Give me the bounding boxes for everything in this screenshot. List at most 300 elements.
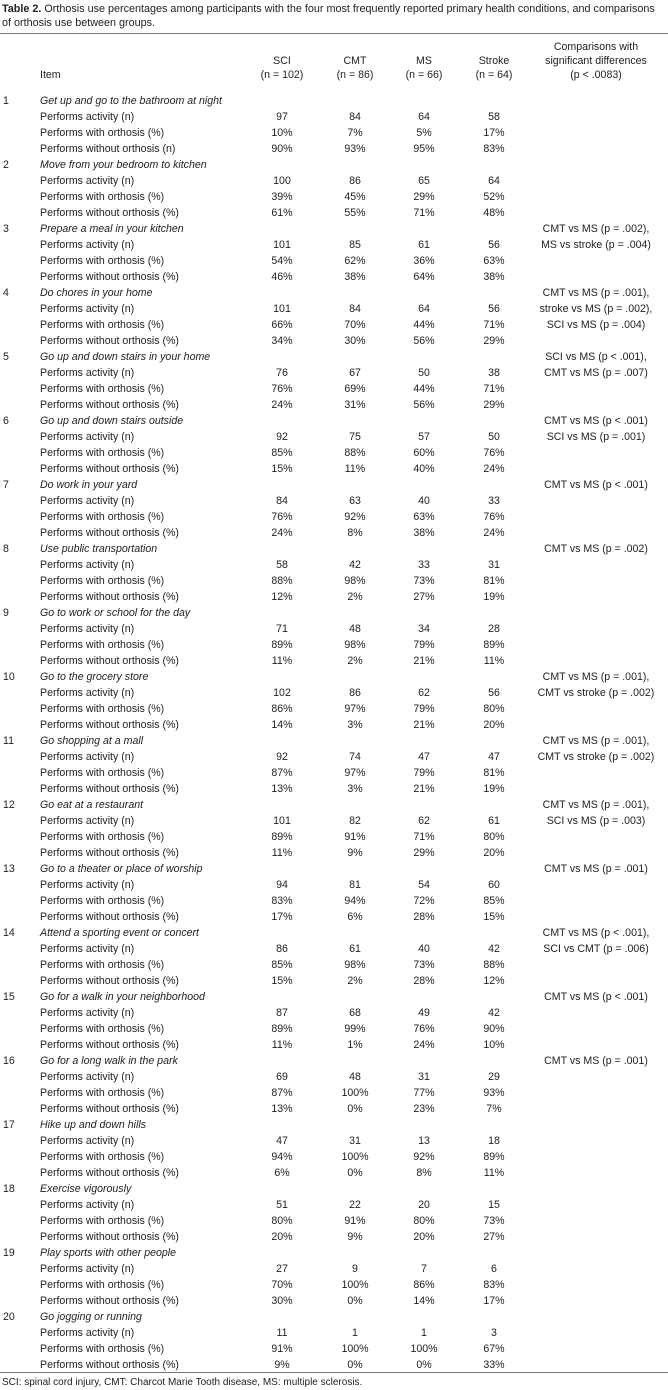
value-cell: 79% [413, 703, 435, 715]
row-label: Performs activity (n) [40, 431, 135, 443]
value-cell: 22 [349, 1199, 361, 1211]
value-cell: 17% [271, 911, 293, 923]
item-title: Do chores in your home [40, 287, 153, 299]
value-cell: 30% [271, 1295, 293, 1307]
header-item: Item [40, 69, 61, 81]
value-cell: 11% [271, 847, 293, 859]
comparisons-cell [526, 669, 666, 701]
item-number: 9 [3, 607, 9, 619]
value-cell: 63% [483, 255, 505, 267]
row-label: Performs without orthosis (%) [40, 655, 179, 667]
table-row [0, 381, 668, 397]
row-label: Performs activity (n) [40, 495, 135, 507]
comparison-line: CMT vs MS (p < .001), [542, 927, 650, 939]
table-row [0, 1101, 668, 1117]
comparison-line: CMT vs MS (p = .001) [544, 863, 648, 875]
table-row [0, 701, 668, 717]
value-cell: 63% [413, 511, 435, 523]
value-cell: 24% [483, 463, 505, 475]
value-cell: 71% [413, 831, 435, 843]
value-cell: 3% [347, 719, 363, 731]
value-cell: 89% [483, 1151, 505, 1163]
value-cell: 55% [344, 207, 366, 219]
value-cell: 76% [413, 1023, 435, 1035]
table-row [0, 1085, 668, 1101]
value-cell: 31% [344, 399, 366, 411]
value-cell: 11% [483, 655, 505, 667]
value-cell: 34 [418, 623, 430, 635]
value-cell: 94% [344, 895, 366, 907]
value-cell: 0% [347, 1359, 363, 1371]
table-row [0, 461, 668, 477]
header-cmt [325, 54, 385, 82]
comparisons-cell [526, 797, 666, 829]
row-label: Performs with orthosis (%) [40, 191, 165, 203]
value-cell: 100 [273, 175, 291, 187]
table-row [0, 717, 668, 733]
value-cell: 3 [491, 1327, 497, 1339]
value-cell: 33% [483, 1359, 505, 1371]
value-cell: 61 [488, 815, 500, 827]
value-cell: 38% [483, 271, 505, 283]
item-title: Go up and down stairs outside [40, 415, 184, 427]
table-row [0, 621, 668, 637]
value-cell: 73% [483, 1215, 505, 1227]
comparisons-cell [526, 861, 666, 877]
header-comparisons-line: Comparisons with [553, 41, 639, 53]
table-row [0, 877, 668, 893]
value-cell: 62 [418, 815, 430, 827]
value-cell: 11% [483, 1167, 505, 1179]
value-cell: 70% [271, 1279, 293, 1291]
header-ms-n: (n = 66) [405, 69, 443, 81]
value-cell: 1% [347, 1039, 363, 1051]
value-cell: 40 [418, 943, 430, 955]
table-row [0, 141, 668, 157]
value-cell: 52% [483, 191, 505, 203]
item-title: Get up and go to the bathroom at night [40, 95, 222, 107]
item-number: 19 [3, 1247, 15, 1259]
item-number: 16 [3, 1055, 15, 1067]
value-cell: 10% [271, 127, 293, 139]
value-cell: 101 [273, 815, 291, 827]
value-cell: 7% [347, 127, 363, 139]
value-cell: 90% [483, 1023, 505, 1035]
comparisons-cell [526, 925, 666, 957]
value-cell: 44% [413, 383, 435, 395]
comparison-line: CMT vs MS (p = .001), [542, 799, 650, 811]
table-row [0, 637, 668, 653]
row-label: Performs with orthosis (%) [40, 511, 165, 523]
item-group [0, 349, 668, 413]
value-cell: 6% [347, 911, 363, 923]
value-cell: 98% [344, 959, 366, 971]
bottom-rule [0, 1372, 668, 1373]
item-group [0, 221, 668, 285]
row-label: Performs without orthosis (%) [40, 271, 179, 283]
comparison-line: SCI vs MS (p = .001) [546, 431, 646, 443]
value-cell: 39% [271, 191, 293, 203]
row-label: Performs activity (n) [40, 1135, 135, 1147]
table-row [0, 525, 668, 541]
value-cell: 58 [488, 111, 500, 123]
value-cell: 33 [488, 495, 500, 507]
row-label: Performs without orthosis (%) [40, 207, 179, 219]
item-title: Play sports with other people [40, 1247, 177, 1259]
table-row [0, 909, 668, 925]
item-title: Go to work or school for the day [40, 607, 191, 619]
value-cell: 86% [271, 703, 293, 715]
value-cell: 89% [271, 639, 293, 651]
value-cell: 92 [276, 751, 288, 763]
row-label: Performs without orthosis (%) [40, 1295, 179, 1307]
comparison-line: CMT vs MS (p < .001) [544, 991, 648, 1003]
table-row [0, 1149, 668, 1165]
row-label: Performs activity (n) [40, 879, 135, 891]
value-cell: 79% [413, 639, 435, 651]
table-row [0, 189, 668, 205]
value-cell: 47 [488, 751, 500, 763]
value-cell: 6% [274, 1167, 290, 1179]
value-cell: 47 [276, 1135, 288, 1147]
row-label: Performs with orthosis (%) [40, 1151, 165, 1163]
table-row [0, 1005, 668, 1021]
value-cell: 64 [418, 111, 430, 123]
row-label: Performs activity (n) [40, 751, 135, 763]
value-cell: 87% [271, 1087, 293, 1099]
value-cell: 76% [483, 447, 505, 459]
value-cell: 93% [344, 143, 366, 155]
item-group [0, 1053, 668, 1117]
value-cell: 76% [483, 511, 505, 523]
item-group [0, 861, 668, 925]
value-cell: 99% [344, 1023, 366, 1035]
item-number: 20 [3, 1311, 15, 1323]
value-cell: 24% [413, 1039, 435, 1051]
value-cell: 101 [273, 239, 291, 251]
comparisons-cell [526, 349, 666, 381]
table-row [0, 573, 668, 589]
row-label: Performs without orthosis (%) [40, 783, 179, 795]
table-row [0, 509, 668, 525]
item-group [0, 1245, 668, 1309]
comparison-line: SCI vs MS (p = .004) [546, 319, 646, 331]
value-cell: 90% [271, 143, 293, 155]
row-label: Performs with orthosis (%) [40, 895, 165, 907]
value-cell: 56 [488, 303, 500, 315]
value-cell: 21% [413, 783, 435, 795]
value-cell: 89% [271, 831, 293, 843]
table-row [0, 125, 668, 141]
row-label: Performs with orthosis (%) [40, 959, 165, 971]
value-cell: 49 [418, 1007, 430, 1019]
value-cell: 10% [483, 1039, 505, 1051]
value-cell: 73% [413, 575, 435, 587]
value-cell: 29% [483, 399, 505, 411]
value-cell: 62% [344, 255, 366, 267]
value-cell: 61 [418, 239, 430, 251]
value-cell: 42 [349, 559, 361, 571]
value-cell: 24% [271, 527, 293, 539]
value-cell: 31 [418, 1071, 430, 1083]
value-cell: 64 [418, 303, 430, 315]
item-title: Move from your bedroom to kitchen [40, 159, 207, 171]
row-label: Performs with orthosis (%) [40, 383, 165, 395]
value-cell: 84 [349, 303, 361, 315]
value-cell: 60 [488, 879, 500, 891]
item-title: Attend a sporting event or concert [40, 927, 199, 939]
value-cell: 34% [271, 335, 293, 347]
value-cell: 40% [413, 463, 435, 475]
value-cell: 88% [344, 447, 366, 459]
item-group [0, 285, 668, 349]
row-label: Performs without orthosis (%) [40, 719, 179, 731]
value-cell: 86 [349, 175, 361, 187]
value-cell: 11% [271, 655, 293, 667]
item-title: Go to the grocery store [40, 671, 149, 683]
table-row [0, 1229, 668, 1245]
row-label: Performs without orthosis (n) [40, 143, 176, 155]
table-row [0, 765, 668, 781]
row-label: Performs without orthosis (%) [40, 1039, 179, 1051]
item-number: 15 [3, 991, 15, 1003]
table-row [0, 1213, 668, 1229]
table-row [0, 781, 668, 797]
item-group [0, 733, 668, 797]
row-label: Performs activity (n) [40, 943, 135, 955]
header-sci-n: (n = 102) [260, 69, 304, 81]
value-cell: 76% [271, 511, 293, 523]
value-cell: 29% [483, 335, 505, 347]
value-cell: 18 [488, 1135, 500, 1147]
value-cell: 74 [349, 751, 361, 763]
table-row [0, 205, 668, 221]
row-label: Performs activity (n) [40, 687, 135, 699]
value-cell: 81% [483, 767, 505, 779]
value-cell: 80% [483, 831, 505, 843]
value-cell: 11% [344, 463, 366, 475]
table-row [0, 1133, 668, 1149]
table-row [0, 957, 668, 973]
item-row [0, 93, 668, 109]
value-cell: 46% [271, 271, 293, 283]
value-cell: 84 [276, 495, 288, 507]
item-group [0, 541, 668, 605]
value-cell: 63 [349, 495, 361, 507]
value-cell: 40 [418, 495, 430, 507]
value-cell: 85% [483, 895, 505, 907]
table-row [0, 269, 668, 285]
item-title: Go shopping at a mall [40, 735, 144, 747]
table-row [0, 845, 668, 861]
value-cell: 61 [349, 943, 361, 955]
row-label: Performs activity (n) [40, 1007, 135, 1019]
row-label: Performs with orthosis (%) [40, 575, 165, 587]
item-group [0, 413, 668, 477]
item-group [0, 477, 668, 541]
item-title: Go to a theater or place of worship [40, 863, 203, 875]
row-label: Performs activity (n) [40, 559, 135, 571]
value-cell: 93% [483, 1087, 505, 1099]
value-cell: 11 [276, 1327, 288, 1339]
item-group [0, 605, 668, 669]
value-cell: 100% [341, 1087, 369, 1099]
value-cell: 28 [488, 623, 500, 635]
value-cell: 1 [352, 1327, 358, 1339]
item-group [0, 797, 668, 861]
item-title: Exercise vigorously [40, 1183, 132, 1195]
item-row [0, 1309, 668, 1325]
value-cell: 14% [271, 719, 293, 731]
value-cell: 19% [483, 783, 505, 795]
item-number: 17 [3, 1119, 15, 1131]
value-cell: 30% [344, 335, 366, 347]
table-row [0, 397, 668, 413]
item-row [0, 1117, 668, 1133]
value-cell: 54% [271, 255, 293, 267]
table-row [0, 893, 668, 909]
value-cell: 29% [413, 191, 435, 203]
value-cell: 82 [349, 815, 361, 827]
value-cell: 0% [347, 1167, 363, 1179]
value-cell: 1 [421, 1327, 427, 1339]
row-label: Performs with orthosis (%) [40, 767, 165, 779]
value-cell: 38 [488, 367, 500, 379]
item-number: 14 [3, 927, 15, 939]
item-group [0, 1181, 668, 1245]
item-row [0, 605, 668, 621]
item-group [0, 157, 668, 221]
value-cell: 9% [347, 1231, 363, 1243]
value-cell: 67 [349, 367, 361, 379]
row-label: Performs without orthosis (%) [40, 1103, 179, 1115]
value-cell: 29 [488, 1071, 500, 1083]
value-cell: 83% [483, 1279, 505, 1291]
table-row [0, 1069, 668, 1085]
value-cell: 27% [483, 1231, 505, 1243]
value-cell: 87 [276, 1007, 288, 1019]
value-cell: 85% [271, 959, 293, 971]
item-number: 5 [3, 351, 9, 363]
value-cell: 94 [276, 879, 288, 891]
table-row [0, 493, 668, 509]
value-cell: 80% [413, 1215, 435, 1227]
value-cell: 91% [344, 831, 366, 843]
value-cell: 69% [344, 383, 366, 395]
item-row [0, 157, 668, 173]
comparison-line: CMT vs MS (p = .001), [542, 735, 650, 747]
value-cell: 21% [413, 719, 435, 731]
row-label: Performs without orthosis (%) [40, 911, 179, 923]
value-cell: 38% [344, 271, 366, 283]
row-label: Performs with orthosis (%) [40, 1343, 165, 1355]
value-cell: 56 [488, 687, 500, 699]
value-cell: 97 [276, 111, 288, 123]
row-label: Performs without orthosis (%) [40, 1231, 179, 1243]
value-cell: 8% [416, 1167, 432, 1179]
value-cell: 97% [344, 767, 366, 779]
item-row [0, 1181, 668, 1197]
value-cell: 45% [344, 191, 366, 203]
header-comparisons-line: significant differences [545, 55, 647, 67]
row-label: Performs with orthosis (%) [40, 1023, 165, 1035]
comparison-line: CMT vs MS (p = .001), [542, 287, 650, 299]
value-cell: 92% [344, 511, 366, 523]
table-row [0, 109, 668, 125]
comparison-line: CMT vs MS (p < .001) [544, 415, 648, 427]
value-cell: 83% [483, 143, 505, 155]
value-cell: 71% [483, 383, 505, 395]
value-cell: 91% [344, 1215, 366, 1227]
item-title: Go eat at a restaurant [40, 799, 144, 811]
value-cell: 20% [483, 847, 505, 859]
item-row [0, 1245, 668, 1261]
value-cell: 8% [347, 527, 363, 539]
table-footnote: SCI: spinal cord injury, CMT: Charcot Marie Tooth disease, MS: multiple sclerosis. [2, 1377, 363, 1388]
value-cell: 0% [347, 1295, 363, 1307]
value-cell: 24% [483, 527, 505, 539]
comparisons-cell [526, 733, 666, 765]
value-cell: 92% [413, 1151, 435, 1163]
table-label: Table 2. [2, 3, 42, 15]
value-cell: 100% [341, 1343, 369, 1355]
value-cell: 13 [418, 1135, 430, 1147]
value-cell: 72% [413, 895, 435, 907]
row-label: Performs with orthosis (%) [40, 319, 165, 331]
comparison-line: MS vs stroke (p = .004) [541, 239, 651, 251]
comparison-line: CMT vs MS (p = .001), [542, 671, 650, 683]
header-comparisons [526, 40, 666, 82]
value-cell: 54 [418, 879, 430, 891]
item-group [0, 1309, 668, 1373]
value-cell: 91% [271, 1343, 293, 1355]
value-cell: 80% [271, 1215, 293, 1227]
item-number: 10 [3, 671, 15, 683]
row-label: Performs with orthosis (%) [40, 1215, 165, 1227]
comparison-line: SCI vs MS (p < .001), [545, 351, 647, 363]
item-number: 2 [3, 159, 9, 171]
table-row [0, 973, 668, 989]
value-cell: 19% [483, 591, 505, 603]
row-label: Performs with orthosis (%) [40, 831, 165, 843]
header-ms [394, 54, 454, 82]
value-cell: 42 [488, 1007, 500, 1019]
comparisons-cell [526, 541, 666, 557]
item-group [0, 93, 668, 157]
item-title: Go jogging or running [40, 1311, 142, 1323]
value-cell: 48% [483, 207, 505, 219]
comparisons-cell [526, 989, 666, 1005]
value-cell: 48 [349, 1071, 361, 1083]
row-label: Performs without orthosis (%) [40, 399, 179, 411]
value-cell: 89% [483, 639, 505, 651]
table-header [0, 34, 668, 94]
comparison-line: SCI vs CMT (p = .006) [543, 943, 649, 955]
value-cell: 80% [483, 703, 505, 715]
value-cell: 20% [483, 719, 505, 731]
value-cell: 86% [413, 1279, 435, 1291]
comparisons-cell [526, 221, 666, 253]
table-row [0, 333, 668, 349]
value-cell: 70% [344, 319, 366, 331]
value-cell: 64% [413, 271, 435, 283]
value-cell: 20% [413, 1231, 435, 1243]
table-row [0, 1261, 668, 1277]
value-cell: 92 [276, 431, 288, 443]
value-cell: 94% [271, 1151, 293, 1163]
value-cell: 89% [271, 1023, 293, 1035]
value-cell: 69 [276, 1071, 288, 1083]
